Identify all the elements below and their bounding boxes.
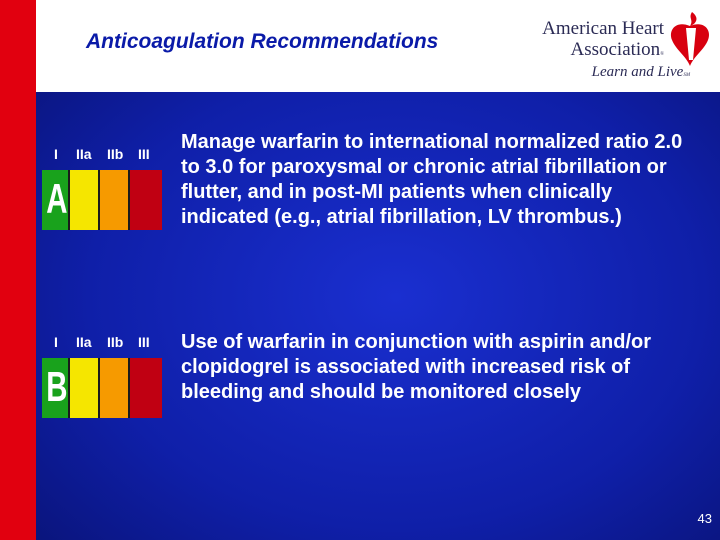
page-number: 43 — [697, 511, 712, 526]
class-iib-cell — [100, 170, 130, 230]
logo-trademark: SM — [683, 73, 690, 78]
class-indicator-a — [42, 142, 162, 238]
class-labels — [42, 330, 162, 354]
slide-title: Anticoagulation Recommendations — [86, 30, 439, 53]
class-label-iia: IIa — [76, 146, 92, 162]
class-label-iib: IIb — [107, 146, 124, 162]
recommendation-text: Use of warfarin in conjunction with aspirin and/or clopidogrel is associated with increased risk of bleeding and should be monitored closely — [181, 331, 652, 403]
recommendation-text: Manage warfarin to international normalized ratio 2.0 to 3.0 for paroxysmal or chronic atrial fibrillation or flutter, and in post-MI patients when clinically indicated (e.g., atrial fibrillation, LV thrombus.) — [181, 131, 683, 228]
class-iib-cell — [100, 358, 130, 418]
aha-logo — [540, 6, 720, 88]
left-accent-bar — [0, 0, 36, 540]
class-label-iii: III — [138, 334, 150, 350]
level-of-evidence: A — [46, 175, 68, 222]
class-iia-cell — [70, 170, 100, 230]
class-color-strip — [42, 358, 162, 418]
class-iia-cell — [70, 358, 100, 418]
class-label-iia: IIa — [76, 334, 92, 350]
class-iii-cell — [130, 170, 162, 230]
logo-name-line1: American Heart — [542, 18, 664, 39]
logo-tagline-text: Learn and Live — [591, 64, 684, 80]
logo-name — [542, 18, 664, 65]
class-label-i: I — [54, 334, 58, 350]
class-color-strip — [42, 170, 162, 230]
logo-name-line2: Association — [570, 39, 661, 60]
level-of-evidence: B — [46, 363, 68, 410]
class-labels — [42, 142, 162, 166]
class-label-iii: III — [138, 146, 150, 162]
heart-torch-icon — [666, 10, 714, 70]
class-indicator-b — [42, 330, 162, 426]
class-label-i: I — [54, 146, 58, 162]
class-i-cell — [42, 358, 70, 418]
logo-registered-mark: ® — [660, 52, 664, 57]
class-label-iib: IIb — [107, 334, 124, 350]
class-i-cell — [42, 170, 70, 230]
class-iii-cell — [130, 358, 162, 418]
